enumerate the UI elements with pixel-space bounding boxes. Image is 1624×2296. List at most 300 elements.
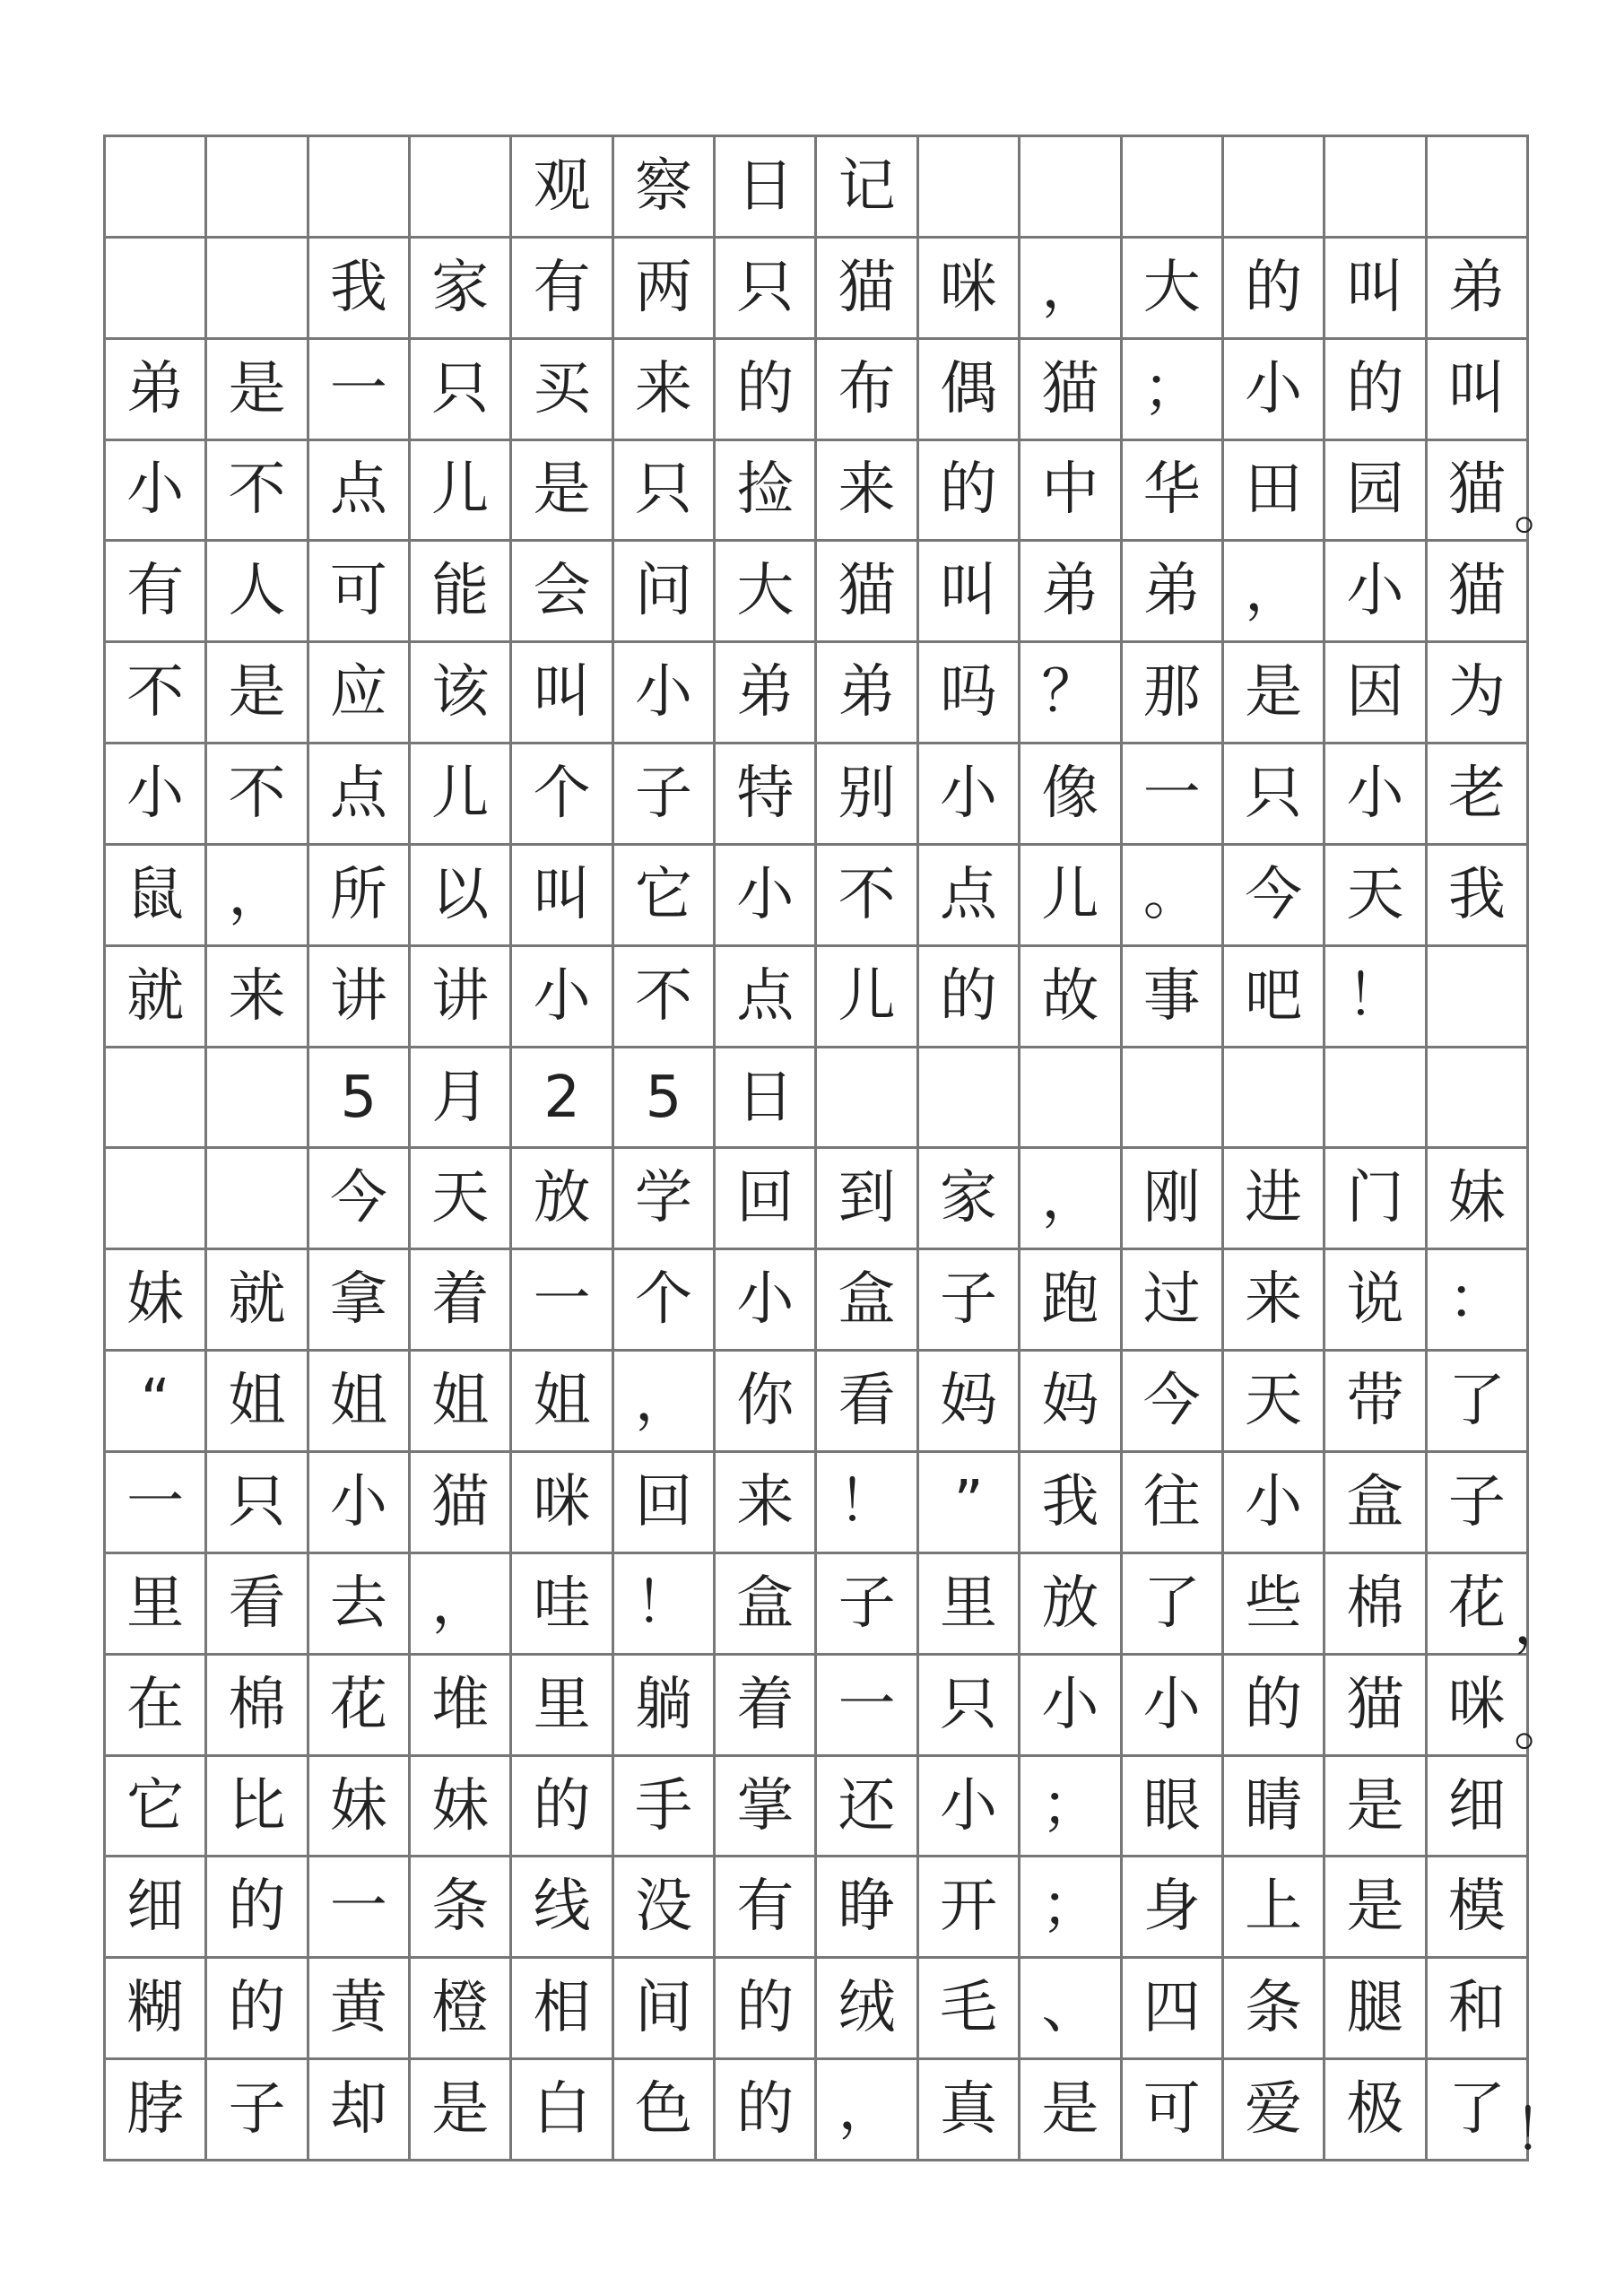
cell-character: 的 <box>736 2076 795 2144</box>
grid-cell <box>1325 947 1427 1048</box>
cell-character: 观 <box>533 152 591 220</box>
cell-character: 脖 <box>126 2076 185 2144</box>
grid-cell <box>512 1959 613 2060</box>
grid-cell <box>106 1352 207 1453</box>
cell-character: 咪 <box>1447 1671 1506 1738</box>
cell-character: ： <box>1447 1266 1506 1334</box>
grid-cell <box>817 441 918 543</box>
grid-cell <box>716 239 817 340</box>
cell-character: 模 <box>1447 1874 1506 1941</box>
cell-character: 黄 <box>329 1975 387 2042</box>
grid-cell <box>919 340 1020 441</box>
grid-cell <box>207 1857 308 1959</box>
cell-character: 像 <box>1041 761 1099 828</box>
grid-cell <box>614 441 716 543</box>
grid-cell <box>1123 1656 1224 1757</box>
grid-cell <box>411 744 512 846</box>
cell-character: 来 <box>838 457 896 524</box>
cell-character: 线 <box>533 1874 591 1941</box>
grid-cell <box>817 1453 918 1554</box>
cell-character: 四 <box>1142 1975 1201 2042</box>
cell-character: 以 <box>431 861 490 928</box>
cell-character: 子 <box>838 1570 896 1637</box>
cell-character: 进 <box>1245 1165 1303 1232</box>
grid-cell <box>512 2060 613 2161</box>
grid-cell <box>614 239 716 340</box>
cell-character: 点 <box>940 861 998 928</box>
cell-character: 鼠 <box>126 861 185 928</box>
grid-cell <box>106 1149 207 1250</box>
grid-cell <box>817 1149 918 1250</box>
cell-character: ， <box>1245 558 1303 625</box>
grid-cell <box>309 542 411 643</box>
cell-character: 吗 <box>940 659 998 726</box>
cell-character: 过 <box>1142 1266 1201 1334</box>
grid-cell <box>309 1048 411 1150</box>
cell-character: 的 <box>1346 355 1404 422</box>
grid-cell <box>512 1048 613 1150</box>
cell-character: ， <box>634 1368 692 1435</box>
cell-character: 比 <box>228 1772 286 1839</box>
cell-character: 猫 <box>1447 558 1506 625</box>
grid-cell <box>207 340 308 441</box>
grid-cell <box>614 1959 716 2060</box>
grid-cell <box>919 1048 1020 1150</box>
grid-cell <box>1428 239 1529 340</box>
grid-cell <box>106 744 207 846</box>
grid-cell <box>411 239 512 340</box>
grid-cell <box>817 340 918 441</box>
cell-character: 小 <box>634 659 692 726</box>
cell-character: ； <box>1142 355 1201 422</box>
cell-character: 的 <box>228 1874 286 1941</box>
cell-character: 今 <box>1245 861 1303 928</box>
cell-character: 买 <box>533 355 591 422</box>
cell-character: 猫 <box>1447 457 1506 524</box>
grid-cell <box>1123 1757 1224 1858</box>
grid-cell <box>1428 137 1529 239</box>
grid-cell <box>1224 947 1325 1048</box>
cell-character: 的 <box>228 1975 286 2042</box>
cell-character: 。 <box>1142 861 1201 928</box>
grid-cell <box>817 1656 918 1757</box>
cell-character: 小 <box>126 761 185 828</box>
grid-cell <box>1020 1453 1122 1554</box>
cell-character: 些 <box>1245 1570 1303 1637</box>
grid-cell <box>716 1857 817 1959</box>
cell-character: 小 <box>940 1772 998 1839</box>
grid-cell <box>1428 643 1529 744</box>
cell-character: 只 <box>940 1671 998 1738</box>
grid-cell <box>512 542 613 643</box>
grid-cell <box>716 1250 817 1352</box>
grid-cell <box>411 947 512 1048</box>
grid-cell <box>1020 1757 1122 1858</box>
grid-cell <box>207 1453 308 1554</box>
grid-cell <box>919 744 1020 846</box>
cell-character: 的 <box>1245 254 1303 321</box>
grid-cell <box>1020 1149 1122 1250</box>
cell-character: ！ <box>838 1468 896 1535</box>
cell-character: 毛 <box>940 1975 998 2042</box>
cell-character: ？ <box>1041 659 1099 726</box>
grid-cell <box>716 1048 817 1150</box>
cell-character: 讲 <box>431 962 490 1030</box>
margin-punctuation: ， <box>1514 1590 1571 1657</box>
grid-cell <box>614 947 716 1048</box>
grid-cell <box>1325 1048 1427 1150</box>
grid-cell <box>411 137 512 239</box>
cell-character: 一 <box>329 1874 387 1941</box>
cell-character: 里 <box>126 1570 185 1637</box>
grid-cell <box>1325 542 1427 643</box>
grid-cell <box>1020 1048 1122 1150</box>
grid-cell <box>512 1352 613 1453</box>
cell-character: 叫 <box>533 861 591 928</box>
grid-cell <box>919 947 1020 1048</box>
grid-cell <box>716 1352 817 1453</box>
cell-character: 来 <box>1245 1266 1303 1334</box>
grid-cell <box>716 1554 817 1656</box>
grid-cell <box>207 1149 308 1250</box>
grid-cell <box>1325 1250 1427 1352</box>
margin-punctuation: 。 <box>1514 475 1571 543</box>
cell-character: 放 <box>1041 1570 1099 1637</box>
cell-character: 日 <box>736 152 795 220</box>
grid-cell <box>1428 1857 1529 1959</box>
cell-character: 堆 <box>431 1671 490 1738</box>
cell-character: 个 <box>634 1266 692 1334</box>
grid-cell <box>1325 1656 1427 1757</box>
grid-cell <box>919 1857 1020 1959</box>
cell-character: 是 <box>533 457 591 524</box>
grid-cell <box>817 542 918 643</box>
grid-cell <box>512 1149 613 1250</box>
grid-cell <box>614 1757 716 1858</box>
cell-character: 弟 <box>736 659 795 726</box>
cell-character: 说 <box>1346 1266 1404 1334</box>
grid-cell <box>1123 137 1224 239</box>
grid-cell <box>1224 1149 1325 1250</box>
cell-character: 布 <box>838 355 896 422</box>
grid-cell <box>207 1656 308 1757</box>
cell-character: 往 <box>1142 1468 1201 1535</box>
grid-cell <box>817 137 918 239</box>
cell-character: 子 <box>940 1266 998 1334</box>
cell-character: 身 <box>1142 1874 1201 1941</box>
grid-cell <box>106 340 207 441</box>
cell-character: ， <box>1041 1165 1099 1232</box>
cell-character: 拿 <box>329 1266 387 1334</box>
grid-cell <box>1123 1250 1224 1352</box>
grid-cell <box>1325 1959 1427 2060</box>
cell-character: 不 <box>838 861 896 928</box>
cell-character: 儿 <box>838 962 896 1030</box>
grid-cell <box>919 1352 1020 1453</box>
cell-character: 咪 <box>533 1468 591 1535</box>
cell-character: 因 <box>1346 659 1404 726</box>
cell-character: 眼 <box>1142 1772 1201 1839</box>
grid-cell <box>411 1554 512 1656</box>
grid-cell <box>1123 1959 1224 2060</box>
grid-cell <box>1224 137 1325 239</box>
grid-cell <box>309 1250 411 1352</box>
cell-character: 可 <box>329 558 387 625</box>
grid-cell <box>106 1757 207 1858</box>
cell-character: 跑 <box>1041 1266 1099 1334</box>
cell-character: 回 <box>736 1165 795 1232</box>
cell-character: 有 <box>126 558 185 625</box>
grid-cell <box>817 239 918 340</box>
cell-character: 叫 <box>940 558 998 625</box>
grid-cell <box>106 643 207 744</box>
cell-character: 就 <box>228 1266 286 1334</box>
cell-character: 里 <box>940 1570 998 1637</box>
grid-cell <box>1428 1959 1529 2060</box>
grid-cell <box>207 643 308 744</box>
grid-cell <box>411 1757 512 1858</box>
cell-character: 那 <box>1142 659 1201 726</box>
grid-cell <box>817 1554 918 1656</box>
grid-cell <box>1123 1149 1224 1250</box>
cell-character: 白 <box>533 2076 591 2144</box>
cell-character: 吧 <box>1245 962 1303 1030</box>
grid-cell <box>106 1656 207 1757</box>
grid-cell <box>309 744 411 846</box>
grid-cell <box>1020 1857 1122 1959</box>
cell-character: 猫 <box>431 1468 490 1535</box>
grid-cell <box>1325 1554 1427 1656</box>
grid-cell <box>919 643 1020 744</box>
grid-cell <box>106 1250 207 1352</box>
grid-cell <box>614 1656 716 1757</box>
grid-cell <box>1020 239 1122 340</box>
cell-character: 花 <box>329 1671 387 1738</box>
cell-character: 5 <box>340 1064 378 1131</box>
cell-character: 腿 <box>1346 1975 1404 2042</box>
grid-cell <box>1123 1352 1224 1453</box>
cell-character: 点 <box>736 962 795 1030</box>
cell-character: 妹 <box>329 1772 387 1839</box>
grid-cell <box>411 2060 512 2161</box>
cell-character: 讲 <box>329 962 387 1030</box>
cell-character: 人 <box>228 558 286 625</box>
grid-cell <box>411 1857 512 1959</box>
cell-character: 小 <box>1346 761 1404 828</box>
cell-character: 可 <box>1142 2076 1201 2144</box>
grid-cell <box>309 1959 411 2060</box>
cell-character: 叫 <box>1447 355 1506 422</box>
grid-cell <box>309 2060 411 2161</box>
cell-character: 只 <box>1245 761 1303 828</box>
grid-cell <box>817 1757 918 1858</box>
grid-cell <box>817 1959 918 2060</box>
grid-cell <box>207 239 308 340</box>
grid-cell <box>1123 1554 1224 1656</box>
grid-cell <box>1123 744 1224 846</box>
cell-character: 事 <box>1142 962 1201 1030</box>
cell-character: 儿 <box>1041 861 1099 928</box>
grid-cell <box>614 643 716 744</box>
grid-cell <box>817 643 918 744</box>
grid-cell <box>716 542 817 643</box>
grid-cell <box>411 340 512 441</box>
grid-cell <box>512 441 613 543</box>
cell-character: 躺 <box>634 1671 692 1738</box>
grid-cell <box>716 1757 817 1858</box>
grid-cell <box>1224 846 1325 947</box>
grid-cell <box>919 239 1020 340</box>
grid-cell <box>512 1656 613 1757</box>
grid-cell <box>512 947 613 1048</box>
grid-cell <box>207 1757 308 1858</box>
cell-character: 学 <box>634 1165 692 1232</box>
cell-character: 了 <box>1142 1570 1201 1637</box>
cell-character: 特 <box>736 761 795 828</box>
cell-character: 点 <box>329 761 387 828</box>
grid-cell <box>207 846 308 947</box>
cell-character: 是 <box>1346 1772 1404 1839</box>
cell-character: 弟 <box>838 659 896 726</box>
grid-cell <box>1224 239 1325 340</box>
cell-character: 睛 <box>1245 1772 1303 1839</box>
grid-cell <box>817 1857 918 1959</box>
cell-character: 刚 <box>1142 1165 1201 1232</box>
cell-character: 了 <box>1447 1368 1506 1435</box>
grid-cell <box>106 1453 207 1554</box>
grid-cell <box>1020 441 1122 543</box>
cell-character: 哇 <box>533 1570 591 1637</box>
grid-cell <box>309 1453 411 1554</box>
grid-cell <box>1325 1857 1427 1959</box>
cell-character: 会 <box>533 558 591 625</box>
grid-cell <box>512 239 613 340</box>
grid-cell <box>309 846 411 947</box>
cell-character: 是 <box>228 659 286 726</box>
grid-cell <box>817 744 918 846</box>
grid-cell <box>512 846 613 947</box>
cell-character: 没 <box>634 1874 692 1941</box>
grid-cell <box>1428 744 1529 846</box>
cell-character: 不 <box>126 659 185 726</box>
cell-character: 我 <box>1447 861 1506 928</box>
cell-character: ， <box>1041 254 1099 321</box>
grid-cell <box>716 2060 817 2161</box>
grid-cell <box>512 643 613 744</box>
grid-cell <box>411 1453 512 1554</box>
grid-cell <box>817 846 918 947</box>
cell-character: 叫 <box>1346 254 1404 321</box>
cell-character: 中 <box>1041 457 1099 524</box>
cell-character: 点 <box>329 457 387 524</box>
cell-character: 察 <box>634 152 692 220</box>
cell-character: 橙 <box>431 1975 490 2042</box>
grid-cell <box>106 1554 207 1656</box>
cell-character: 门 <box>1346 1165 1404 1232</box>
grid-cell <box>1428 1250 1529 1352</box>
cell-character: 一 <box>533 1266 591 1334</box>
cell-character: 小 <box>1245 1468 1303 1535</box>
cell-character: 所 <box>329 861 387 928</box>
grid-cell <box>614 1453 716 1554</box>
cell-character: 姐 <box>533 1368 591 1435</box>
grid-cell <box>716 137 817 239</box>
cell-character: 2 <box>543 1064 580 1131</box>
cell-character: 华 <box>1142 457 1201 524</box>
grid-cell <box>207 441 308 543</box>
cell-character: 姐 <box>431 1368 490 1435</box>
cell-character: 手 <box>634 1772 692 1839</box>
grid-cell <box>1020 744 1122 846</box>
grid-cell <box>919 1656 1020 1757</box>
cell-character: 儿 <box>431 457 490 524</box>
grid-cell <box>411 542 512 643</box>
grid-cell <box>207 2060 308 2161</box>
grid-cell <box>716 947 817 1048</box>
cell-character: 的 <box>533 1772 591 1839</box>
cell-character: 个 <box>533 761 591 828</box>
cell-character: 小 <box>736 861 795 928</box>
cell-character: 不 <box>228 457 286 524</box>
grid-cell <box>716 1656 817 1757</box>
grid-cell <box>309 1656 411 1757</box>
grid-cell <box>716 643 817 744</box>
grid-cell <box>411 1656 512 1757</box>
grid-cell <box>1325 137 1427 239</box>
grid-cell <box>512 1554 613 1656</box>
cell-character: 问 <box>634 558 692 625</box>
cell-character: 一 <box>1142 761 1201 828</box>
cell-character: 着 <box>736 1671 795 1738</box>
grid-cell <box>106 1048 207 1150</box>
grid-cell <box>1224 1250 1325 1352</box>
grid-cell <box>919 1757 1020 1858</box>
cell-character: 看 <box>228 1570 286 1637</box>
grid-cell <box>1428 1453 1529 1554</box>
cell-character: 只 <box>228 1468 286 1535</box>
grid-cell <box>614 846 716 947</box>
cell-character: 的 <box>940 962 998 1030</box>
grid-cell <box>1224 441 1325 543</box>
grid-cell <box>1020 1959 1122 2060</box>
cell-character: 子 <box>634 761 692 828</box>
cell-character: 小 <box>126 457 185 524</box>
grid-cell <box>1123 947 1224 1048</box>
grid-cell <box>106 947 207 1048</box>
grid-cell <box>309 643 411 744</box>
cell-character: 妹 <box>126 1266 185 1334</box>
cell-character: 该 <box>431 659 490 726</box>
cell-character: 妈 <box>1041 1368 1099 1435</box>
cell-character: 的 <box>940 457 998 524</box>
grid-cell <box>512 137 613 239</box>
cell-character: ！ <box>634 1570 692 1637</box>
cell-character: ， <box>431 1570 490 1637</box>
grid-cell <box>1224 1453 1325 1554</box>
cell-character: 今 <box>329 1165 387 1232</box>
cell-character: 绒 <box>838 1975 896 2042</box>
cell-character: 日 <box>736 1064 795 1131</box>
grid-cell <box>309 441 411 543</box>
grid-cell <box>1325 1149 1427 1250</box>
grid-cell <box>106 137 207 239</box>
margin-punctuation: 。 <box>1514 1692 1571 1759</box>
cell-character: 只 <box>634 457 692 524</box>
cell-character: 你 <box>736 1368 795 1435</box>
cell-character: 咪 <box>940 254 998 321</box>
grid-cell <box>106 542 207 643</box>
grid-cell <box>1428 947 1529 1048</box>
